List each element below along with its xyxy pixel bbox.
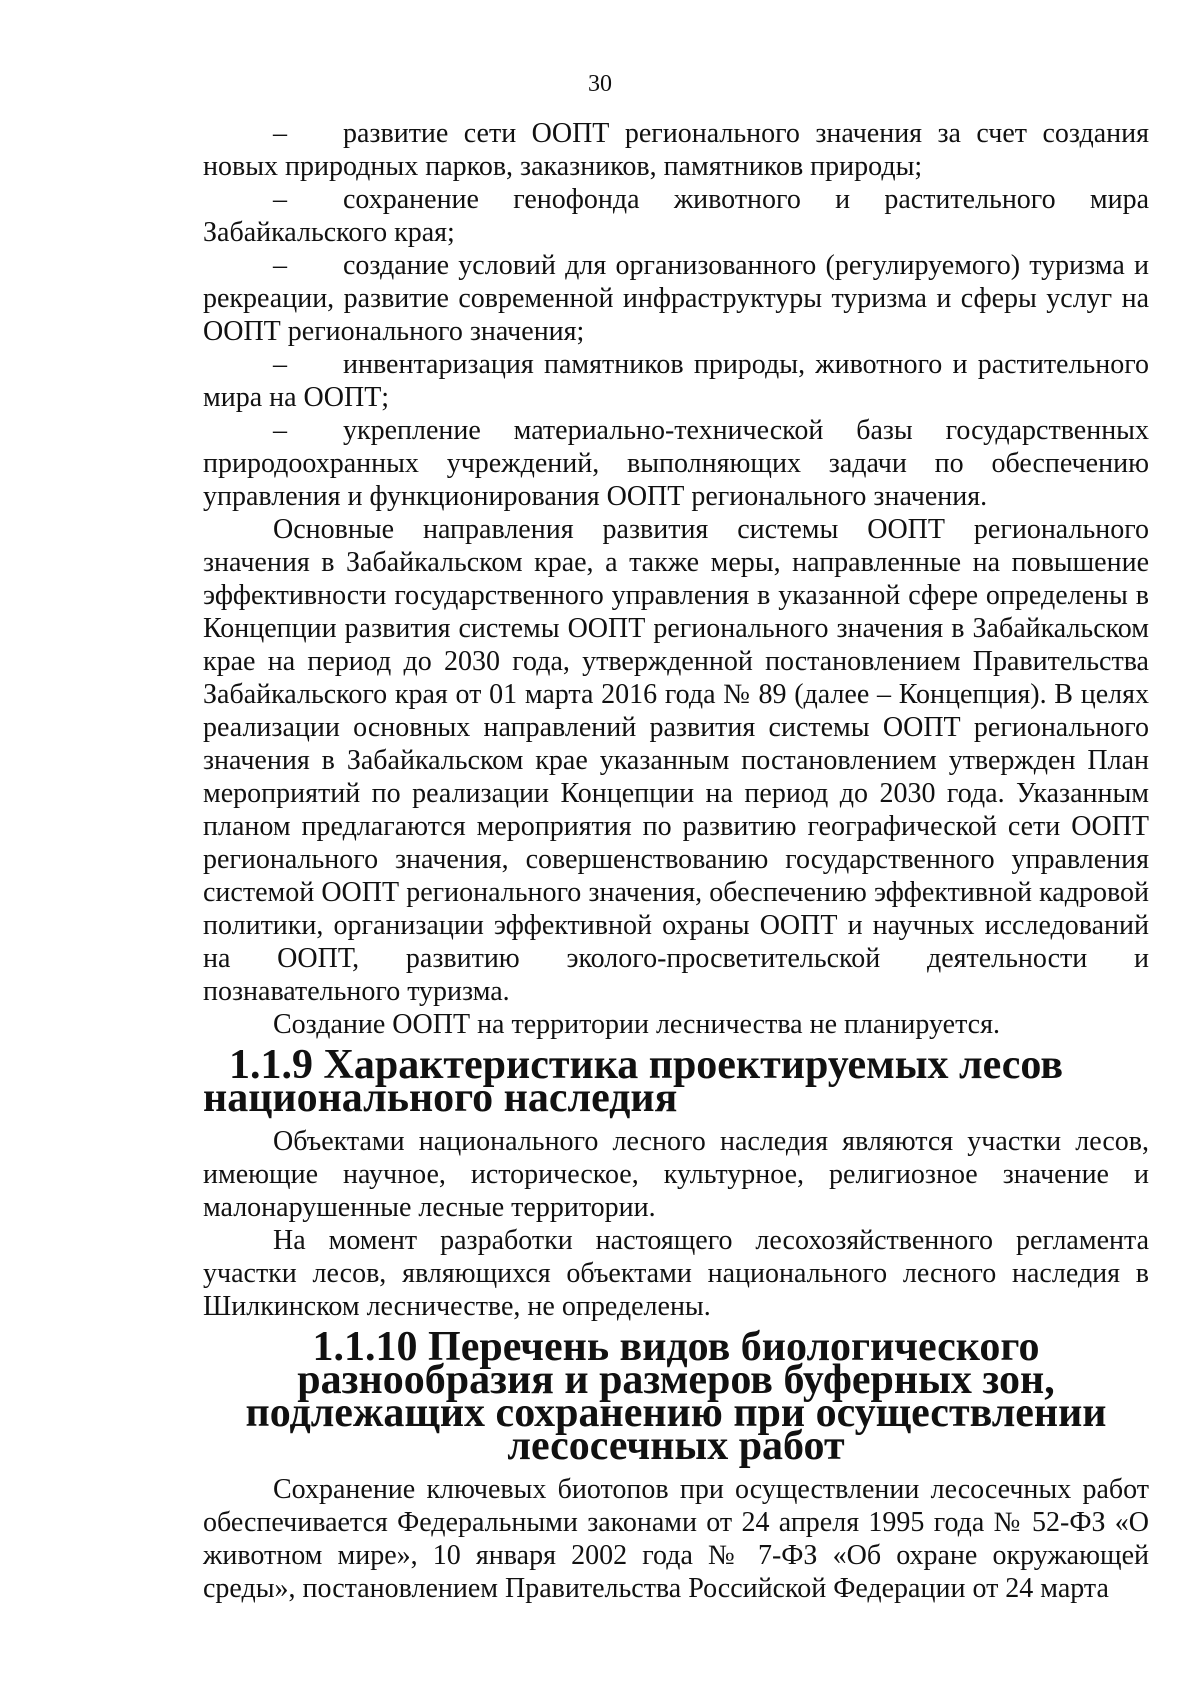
bullet-text: развитие сети ООПТ регионального значения за счет создания новых природных парков, заказников, памятников природы; [203, 118, 1149, 182]
page-content [203, 117, 1149, 1605]
bullet-text: сохранение генофонда животного и растительного мира Забайкальского края; [203, 184, 1149, 248]
section-1-1-9-paragraph: На момент разработки настоящего лесохозяйственного регламента участки лесов, являющихся объектами национального лесного наследия в Шилкинском лесничестве, не определены. [203, 1225, 1149, 1322]
bullet-dash: – [273, 250, 287, 281]
paragraph-no-oopt: Создание ООПТ на территории лесничества не планируется. [273, 1009, 1000, 1040]
bullet-item [203, 348, 1149, 414]
bullet-text: укрепление материально-технической базы государственных природоохранных учреждений, выполняющих задачи по обеспечению управления и функционирования ООПТ регионального значения. [203, 415, 1149, 512]
section-1-1-9-paragraph: Объектами национального лесного наследия являются участки лесов, имеющие научное, историческое, культурное, религиозное значение и малонарушенные лесные территории. [203, 1126, 1149, 1223]
section-heading-1-1-9: 1.1.9 Характеристика проектируемых лесов национального наследия [203, 1042, 1064, 1121]
bullet-item [203, 117, 1149, 183]
bullet-item [203, 183, 1149, 249]
page-number: 30 [588, 71, 612, 97]
bullet-dash: – [273, 349, 287, 380]
section-heading-1-1-10: 1.1.10 Перечень видов биологического разнообразия и размеров буферных зон, подлежащих сохранению при осуществлении лесосечных работ [245, 1324, 1107, 1469]
paragraph-main: Основные направления развития системы ООПТ регионального значения в Забайкальском крае, а также меры, направленные на повышение эффективности государственного управления в указанной сфере определены в Концепции развития системы ООПТ регионального значения в Забайкальском крае на период до 2030 года, утвержденной постановлением Правительства Забайкальского края от 01 марта 2016 года № 89 (далее – Концепция). В целях реализации основных направлений развития системы ООПТ регионального значения в Забайкальском крае указанным постановлением утвержден План мероприятий по реализации Концепции на период до 2030 года. Указанным планом предлагаются мероприятия по развитию географической сети ООПТ регионального значения, совершенствованию государственного управления системой ООПТ регионального значения, обеспечению эффективной кадровой политики, организации эффективной охраны ООПТ и научных исследований на ООПТ, развитию эколого-просветительской деятельности и познавательного туризма. [203, 514, 1149, 1007]
section-1-1-10-paragraph: Сохранение ключевых биотопов при осуществлении лесосечных работ обеспечивается Федеральными законами от 24 апреля 1995 года № 52-ФЗ «О животном мире», 10 января 2002 года № 7-ФЗ «Об охране окружающей среды», постановлением Правительства Российской Федерации от 24 марта [203, 1474, 1149, 1604]
bullet-item [203, 249, 1149, 348]
bullet-list [203, 117, 1149, 513]
bullet-dash: – [273, 184, 287, 215]
bullet-text: инвентаризация памятников природы, животного и растительного мира на ООПТ; [203, 349, 1149, 413]
bullet-item [203, 414, 1149, 513]
bullet-dash: – [273, 415, 287, 446]
bullet-text: создание условий для организованного (регулируемого) туризма и рекреации, развитие современной инфраструктуры туризма и сферы услуг на ООПТ регионального значения; [203, 250, 1149, 347]
bullet-dash: – [273, 118, 287, 149]
